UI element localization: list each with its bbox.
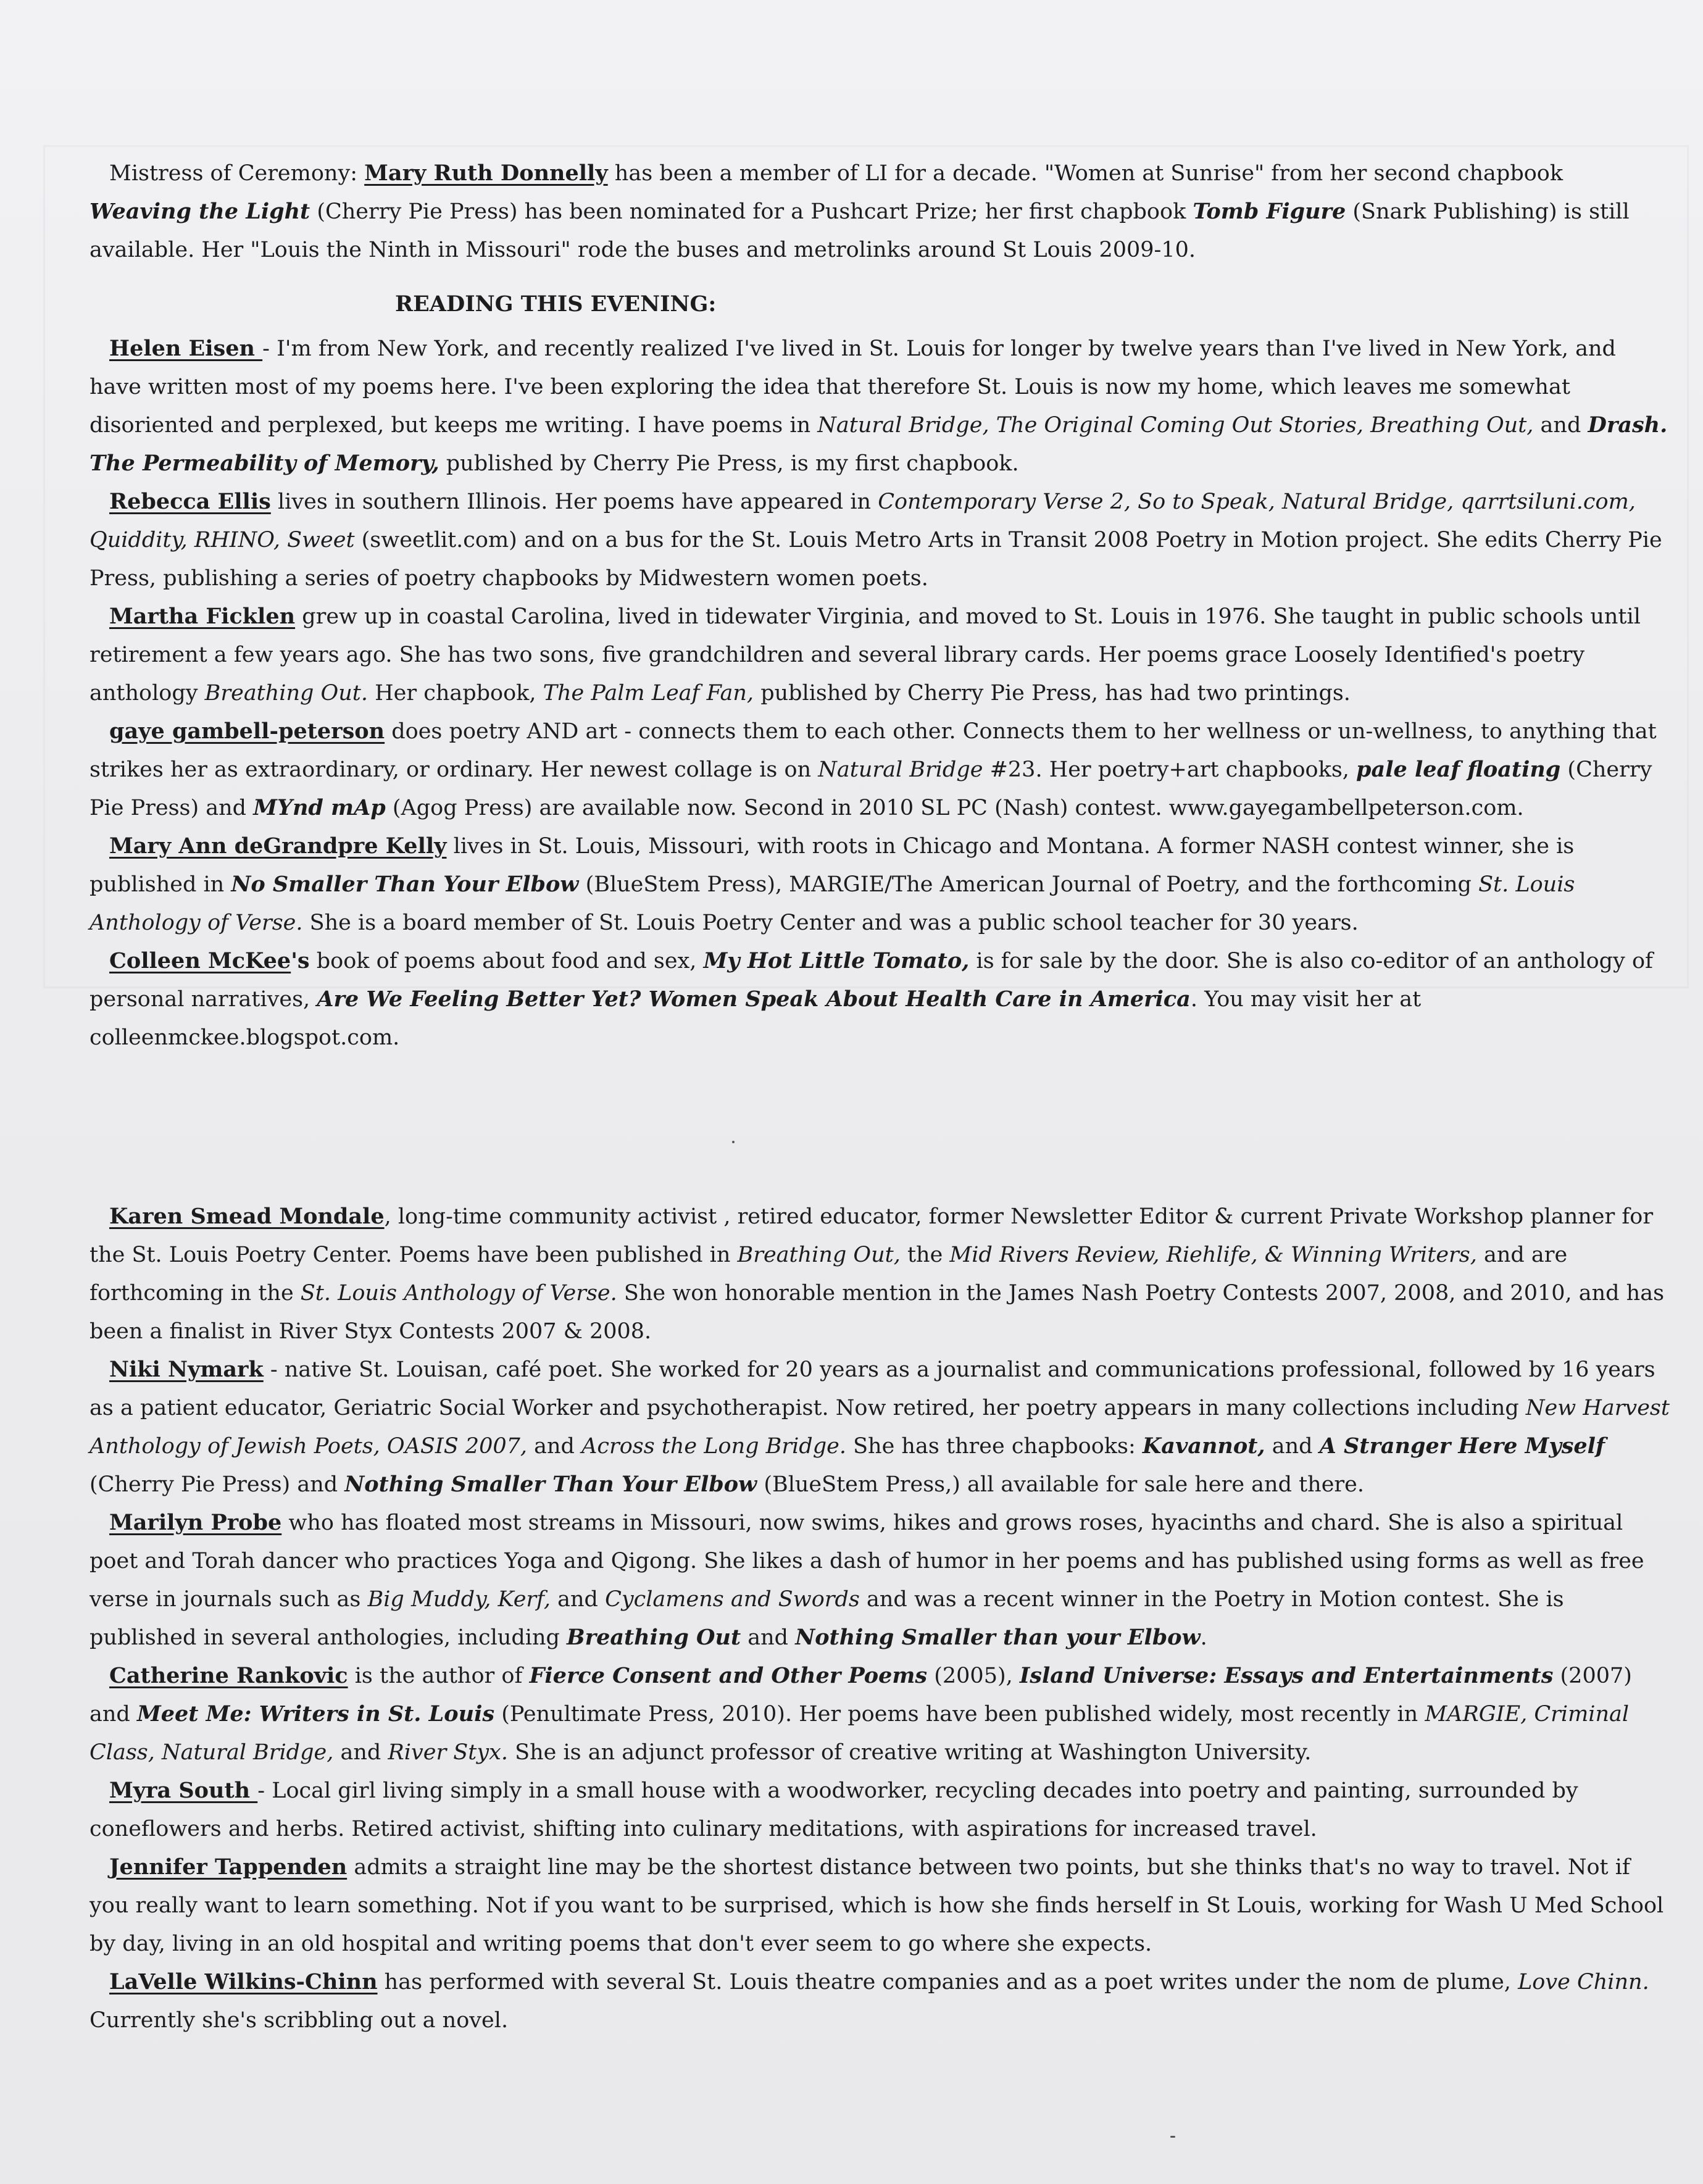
bio-kelly-name: Mary Ann deGrandpre Kelly xyxy=(109,833,447,859)
bio-nymark-text: and xyxy=(527,1434,582,1459)
bio-nymark-title: New Harvest Anthology of Jewish Poets, OASIS 2007, xyxy=(90,1396,1670,1459)
bio-rankovic-text: (2005), xyxy=(927,1664,1020,1688)
bio-probe-title: Big Muddy, Kerf, xyxy=(367,1587,551,1612)
bio-mckee-text: book of poems about food and sex, xyxy=(309,949,704,973)
bio-probe-text: and xyxy=(741,1625,796,1650)
bio-tappenden xyxy=(90,1848,1670,1963)
bio-south xyxy=(90,1772,1670,1848)
bio-gambell-text: does poetry AND art - connects them to each other. Connects them to her wellness or un-wellness, to anything that strikes her as extraordinary, or ordinary. Her newest collage is on xyxy=(90,719,1657,782)
bio-nymark-title: Across the Long Bridge. xyxy=(581,1434,846,1459)
bio-gambell-text: (Cherry Pie Press) and xyxy=(90,757,1652,820)
bio-probe-text: who has floated most streams in Missouri, now swims, hikes and grows roses, hyacinths and chard. She is also a spiritual poet and Torah dancer who practices Yoga and Qigong. She likes a dash of humor in her poems and has published using forms as well as free verse in journals such as xyxy=(90,1511,1644,1612)
bio-ficklen-title: Breathing Out. xyxy=(204,681,368,706)
bio-eisen-title: Drash. xyxy=(1588,412,1668,438)
bio-chinn-text: has performed with several St. Louis theatre companies and as a poet writes under the nom de plume, xyxy=(377,1970,1518,1994)
upper-section xyxy=(90,154,1670,1057)
bio-rankovic-book: Island Universe: Essays and Entertainments xyxy=(1019,1663,1554,1688)
bio-chinn-pen-name: Love Chinn. xyxy=(1518,1970,1649,1994)
mc-paragraph xyxy=(90,154,1670,269)
bio-probe-text: and was a recent winner in the Poetry in Motion contest. She is published in several anthologies, including xyxy=(90,1587,1564,1650)
stray-mark xyxy=(732,1141,735,1143)
bio-mondale-title: Mid Rivers Review, Riehlife, & Winning Writers, xyxy=(949,1243,1477,1267)
bio-rankovic-title: River Styx. xyxy=(388,1740,508,1765)
bio-rankovic-text: is the author of xyxy=(348,1664,530,1688)
bio-mckee-text: is for sale by the door. She is also co-editor of an anthology of personal narratives, xyxy=(90,949,1653,1012)
bio-ellis xyxy=(90,483,1670,598)
bio-mondale-text: and are forthcoming in the xyxy=(90,1243,1568,1306)
bio-mondale-text: , long-time community activist , retired educator, former Newsletter Editor & current Private Workshop planner for the St. Louis Poetry Center. Poems have been published in xyxy=(90,1204,1654,1267)
bio-mondale-title: Breathing Out, xyxy=(737,1243,901,1267)
bio-rankovic-name: Catherine Rankovic xyxy=(109,1663,348,1688)
mc-title-2: Tomb Figure xyxy=(1193,199,1346,224)
bio-ficklen-title: The Palm Leaf Fan, xyxy=(543,681,754,706)
bio-ellis-journals: Contemporary Verse 2, So to Speak, Natural Bridge, qarrtsiluni.com, Quiddity, RHINO, Sweet xyxy=(90,490,1636,552)
reading-heading: READING THIS EVENING: xyxy=(395,291,717,317)
bio-tappenden-text: admits a straight line may be the shortest distance between two points, but she thinks that's no way to travel. Not if you really want to learn something. Not if you want to be surprised, which is how she finds herself in St Louis, working for Wash U Med School by day, living in an old hospital and writing poems that don't ever seem to go where she expects. xyxy=(90,1855,1664,1956)
bio-gambell-book: pale leaf floating xyxy=(1356,757,1561,782)
bio-mondale xyxy=(90,1198,1670,1351)
stray-mark xyxy=(1170,2136,1175,2138)
bio-ficklen-text: Her chapbook, xyxy=(368,681,543,706)
mc-label: Mistress of Ceremony: xyxy=(109,161,358,186)
lower-section xyxy=(90,1198,1670,2040)
bio-rankovic-text: (Penultimate Press, 2010). Her poems have been published widely, most recently in xyxy=(494,1702,1425,1727)
bio-gambell-text: (Agog Press) are available now. Second in 2010 SL PC (Nash) contest. www.gayegambellpeterson.com. xyxy=(385,796,1524,820)
bio-mckee-text: . You may visit her at colleenmckee.blogspot.com. xyxy=(90,987,1422,1050)
bio-rankovic-text: She is an adjunct professor of creative writing at Washington University. xyxy=(507,1740,1312,1765)
bio-ficklen-text: published by Cherry Pie Press, has had two printings. xyxy=(754,681,1351,706)
bio-mckee-book: Are We Feeling Better Yet? Women Speak About Health Care in America xyxy=(317,986,1191,1012)
bio-gambell-title: Natural Bridge xyxy=(818,757,983,782)
bio-nymark xyxy=(90,1351,1670,1504)
bio-mondale-text: the xyxy=(900,1243,950,1267)
bio-kelly xyxy=(90,827,1670,942)
bio-mckee-possessive: 's xyxy=(291,948,310,973)
bio-kelly-book: No Smaller Than Your Elbow xyxy=(231,872,579,897)
bio-eisen-text: and xyxy=(1533,413,1588,438)
bio-ficklen-name: Martha Ficklen xyxy=(109,604,296,629)
bio-probe-text: . xyxy=(1200,1625,1207,1650)
bio-probe-title: Cyclamens and Swords xyxy=(605,1587,860,1612)
bio-nymark-book: Nothing Smaller Than Your Elbow xyxy=(344,1472,757,1497)
bio-tappenden-name: Jennifer Tappenden xyxy=(109,1854,348,1880)
bio-ellis-name: Rebecca Ellis xyxy=(109,489,271,514)
bio-rankovic xyxy=(90,1657,1670,1772)
bio-rankovic-title: MARGIE, Criminal Class, Natural Bridge, xyxy=(90,1702,1630,1765)
bio-nymark-text: - native St. Louisan, café poet. She worked for 20 years as a journalist and communications professional, followed by 16 years as a patient educator, Geriatric Social Worker and psychotherapist. Now retired, her poetry appears in many collections including xyxy=(90,1357,1655,1420)
bio-rankovic-text: (2007) and xyxy=(90,1664,1632,1727)
bio-eisen-title: Natural Bridge, The Original Coming Out Stories, Breathing Out, xyxy=(817,413,1534,438)
bio-mondale-name: Karen Smead Mondale xyxy=(109,1204,385,1229)
bio-gambell xyxy=(90,712,1670,827)
bio-kelly-text: lives in St. Louis, Missouri, with roots in Chicago and Montana. A former NASH contest winner, she is published in xyxy=(90,834,1575,897)
bio-mckee-book: My Hot Little Tomato, xyxy=(703,948,970,973)
bio-probe-book: Breathing Out xyxy=(567,1625,741,1650)
bio-gambell-name: gaye gambell-peterson xyxy=(109,719,385,744)
mc-text-3: (Snark Publishing) is still available. Her "Louis the Ninth in Missouri" rode the buses and metrolinks around St Louis 2009-10. xyxy=(90,199,1630,262)
bio-eisen-book: The Permeability of Memory, xyxy=(90,451,439,476)
bio-chinn-text: Currently she's scribbling out a novel. xyxy=(90,2008,509,2033)
bio-gambell-book: MYnd mAp xyxy=(253,795,386,820)
bio-eisen xyxy=(90,330,1670,483)
bio-chinn xyxy=(90,1963,1670,2040)
bio-eisen-name: Helen Eisen xyxy=(109,336,263,361)
bio-ficklen xyxy=(90,598,1670,712)
bio-nymark-text: (BlueStem Press,) all available for sale here and there. xyxy=(757,1472,1364,1497)
bio-nymark-text: (Cherry Pie Press) and xyxy=(90,1472,345,1497)
bio-probe-name: Marilyn Probe xyxy=(109,1510,282,1535)
bio-rankovic-text: and xyxy=(333,1740,388,1765)
bio-ficklen-text: grew up in coastal Carolina, lived in tidewater Virginia, and moved to St. Louis in 1976. She taught in public schools until retirement a few years ago. She has two sons, five grandchildren and several library cards. Her poems grace Loosely Identified's poetry anthology xyxy=(90,604,1641,706)
mc-title-1: Weaving the Light xyxy=(90,199,310,224)
bio-nymark-text: She has three chapbooks: xyxy=(846,1434,1143,1459)
mc-text-1: has been a member of LI for a decade. "Women at Sunrise" from her second chapbook xyxy=(607,161,1564,186)
bio-chinn-name: LaVelle Wilkins-Chinn xyxy=(109,1969,378,1994)
bio-rankovic-book: Fierce Consent and Other Poems xyxy=(529,1663,928,1688)
bio-probe xyxy=(90,1504,1670,1657)
bio-nymark-text: and xyxy=(1265,1434,1320,1459)
bio-eisen-text: - I'm from New York, and recently realized I've lived in St. Louis for longer by twelve years than I've lived in New York, and have written most of my poems here. I've been exploring the idea that therefore St. Louis is now my home, which leaves me somewhat disoriented and perplexed, but keeps me writing. I have poems in xyxy=(90,336,1616,438)
bio-south-text: - Local girl living simply in a small house with a woodworker, recycling decades into poetry and painting, surrounded by coneflowers and herbs. Retired activist, shifting into culinary meditations, with aspirations for increased travel. xyxy=(90,1778,1578,1841)
bio-probe-text: and xyxy=(551,1587,606,1612)
bio-mondale-text: She won honorable mention in the James Nash Poetry Contests 2007, 2008, and 2010, and has been a finalist in River Styx Contests 2007 & 2008. xyxy=(90,1281,1665,1344)
mc-text-2: (Cherry Pie Press) has been nominated for a Pushcart Prize; her first chapbook xyxy=(310,199,1193,224)
bio-ellis-text: lives in southern Illinois. Her poems have appeared in xyxy=(270,490,878,514)
bio-probe-book: Nothing Smaller than your Elbow xyxy=(795,1625,1201,1650)
bio-mondale-title: St. Louis Anthology of Verse. xyxy=(300,1281,617,1306)
bio-gambell-text: #23. Her poetry+art chapbooks, xyxy=(983,757,1357,782)
bio-mckee-name: Colleen McKee xyxy=(109,948,291,973)
bio-kelly-text: (BlueStem Press), MARGIE/The American Journal of Poetry, and the forthcoming xyxy=(578,872,1479,897)
bio-mckee xyxy=(90,942,1670,1057)
mc-name: Mary Ruth Donnelly xyxy=(364,160,608,186)
bio-eisen-text: published by Cherry Pie Press, is my first chapbook. xyxy=(439,451,1019,476)
bio-nymark-book: Kavannot, xyxy=(1142,1433,1265,1459)
bio-ellis-text: (sweetlit.com) and on a bus for the St. Louis Metro Arts in Transit 2008 Poetry in Motion project. She edits Cherry Pie Press, publishing a series of poetry chapbooks by Midwestern women poets. xyxy=(90,528,1662,591)
bio-south-name: Myra South xyxy=(109,1778,258,1803)
bio-rankovic-book: Meet Me: Writers in St. Louis xyxy=(136,1701,495,1727)
bio-nymark-name: Niki Nymark xyxy=(109,1357,264,1382)
bio-kelly-text: She is a board member of St. Louis Poetry Center and was a public school teacher for 30 years. xyxy=(302,911,1359,935)
bio-kelly-title: St. Louis Anthology of Verse. xyxy=(90,872,1575,935)
bio-nymark-book: A Stranger Here Myself xyxy=(1319,1433,1605,1459)
